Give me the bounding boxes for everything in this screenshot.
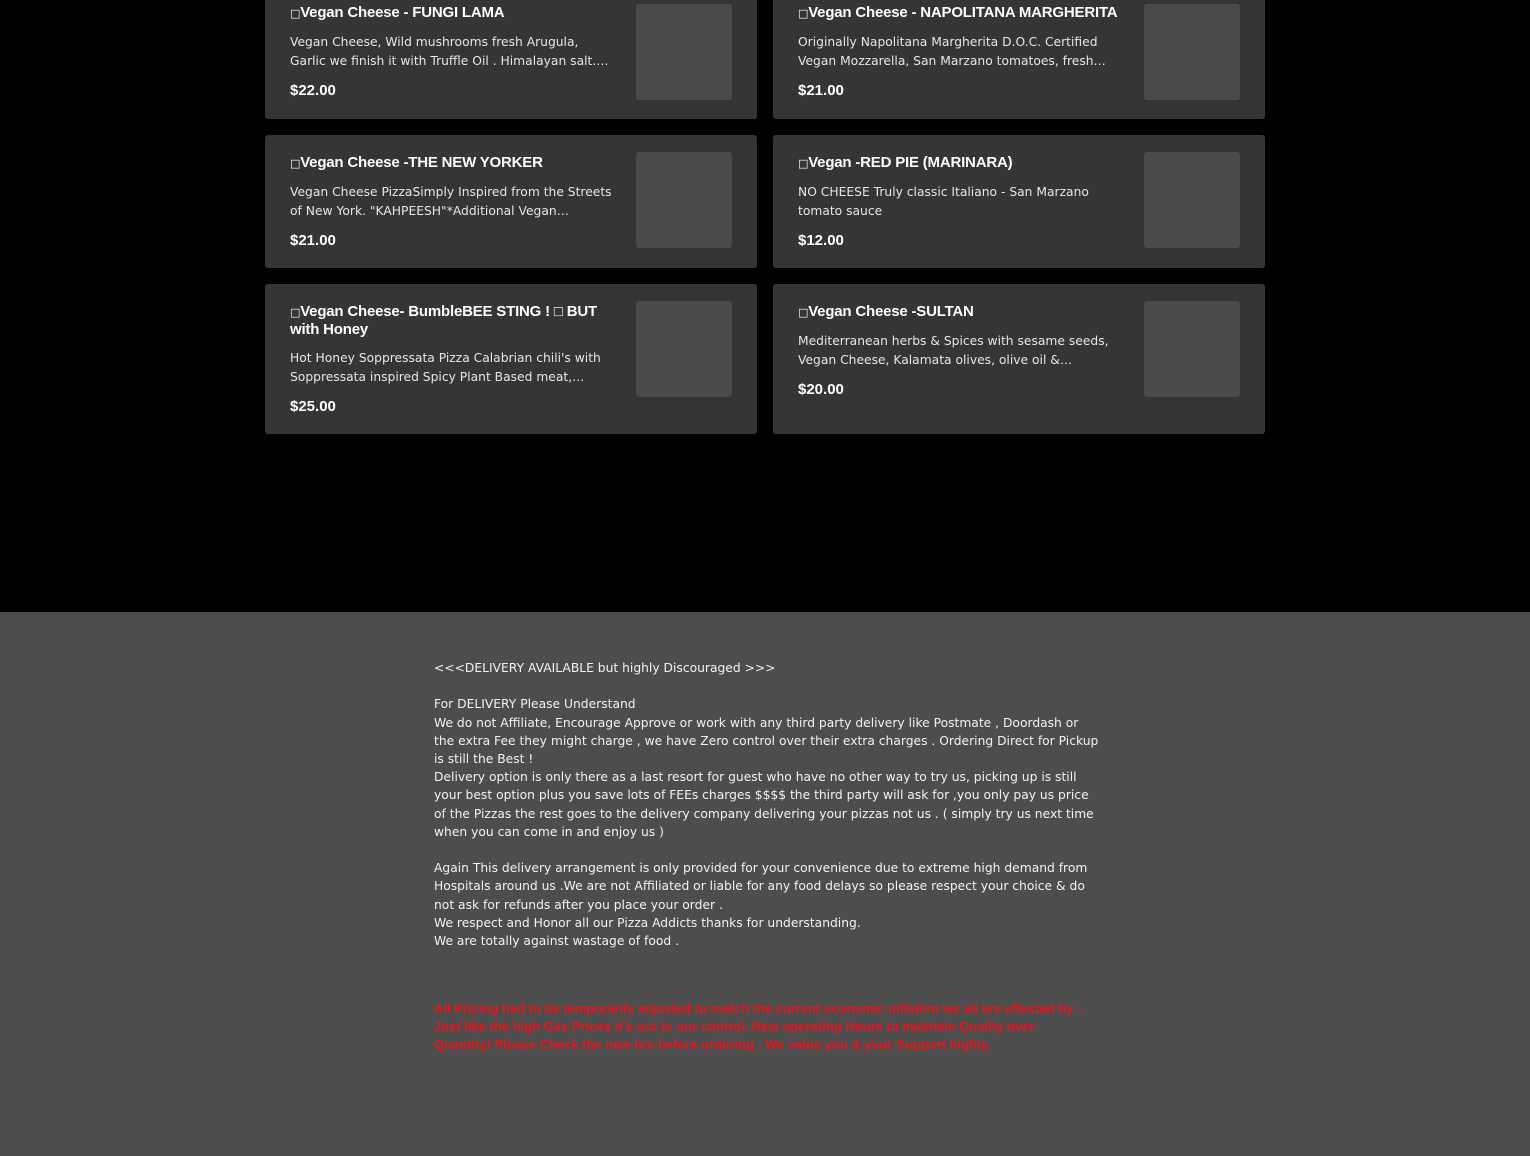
menu-item-price: $20.00 [798,381,844,398]
menu-item-image [1144,152,1240,248]
menu-grid [265,0,1265,434]
delivery-paragraph: Again This delivery arrangement is only provided for your convenience due to extreme high demand from Hospitals around us .We are not Affiliated or liable for any food delays so please respect your choice & do not ask for refunds after you place your order . [434,861,1088,912]
menu-item-title: □Vegan Cheese- BumbleBEE STING ! □ BUT with Honey [290,303,597,338]
menu-item-title: □Vegan -RED PIE (MARINARA) [798,154,1013,171]
menu-item-card[interactable] [265,284,757,434]
delivery-info-section [0,612,1530,1156]
menu-item-title: □Vegan Cheese -SULTAN [798,303,974,320]
menu-item-description: Mediterranean herbs & Spices with sesame seeds, Vegan Cheese, Kalamata olives, olive oil &… [798,334,1109,367]
delivery-info-text [434,659,1099,950]
delivery-paragraph: We are totally against wastage of food . [434,934,680,949]
menu-item-image [636,152,732,248]
menu-item-title: □Vegan Cheese - FUNGI LAMA [290,4,505,21]
menu-item-description: NO CHEESE Truly classic Italiano - San Marzano tomato sauce [798,185,1089,218]
menu-item-title: □Vegan Cheese -THE NEW YORKER [290,154,543,171]
menu-item-title: □Vegan Cheese - NAPOLITANA MARGHERITA [798,4,1118,21]
delivery-paragraph: For DELIVERY Please Understand [434,697,636,712]
menu-item-price: $21.00 [290,232,336,249]
missing-glyph-icon: □ [798,157,809,170]
menu-item-image [636,301,732,397]
menu-item-description: Originally Napolitana Margherita D.O.C. Certified Vegan Mozzarella, San Marzano tomatoes, fresh… [798,35,1106,68]
delivery-heading: <<<DELIVERY AVAILABLE but highly Discouraged >>> [434,661,776,675]
menu-item-description: Hot Honey Soppressata Pizza Calabrian chili's with Soppressata inspired Spicy Plant Based meat,… [290,351,601,384]
menu-item-card[interactable] [773,0,1265,119]
missing-glyph-icon: □ [798,7,809,20]
menu-item-price: $12.00 [798,232,844,249]
menu-item-image [636,4,732,100]
missing-glyph-icon: □ [798,306,809,319]
menu-item-description: Vegan Cheese PizzaSimply Inspired from the Streets of New York. "KAHPEESH"*Additional Vegan… [290,185,612,218]
menu-item-image [1144,301,1240,397]
missing-glyph-icon: □ [290,7,301,20]
menu-item-description: Vegan Cheese, Wild mushrooms fresh Arugula, Garlic we finish it with Truffle Oil . Himalayan salt.… [290,35,609,68]
menu-item-card[interactable] [773,284,1265,434]
delivery-paragraph: We do not Affiliate, Encourage Approve or work with any third party delivery like Postmate , Doordash or the extra Fee they might charge , we have Zero control over their extra charges . Ordering Direct for Pickup is still the Best ! [434,715,1099,766]
menu-item-price: $25.00 [290,398,336,415]
missing-glyph-icon: □ [290,157,301,170]
menu-item-price: $22.00 [290,82,336,99]
menu-item-price: $21.00 [798,82,844,99]
menu-item-card[interactable] [265,0,757,119]
delivery-paragraph: Delivery option is only there as a last resort for guest who have no other way to try us, picking up is still your best option plus you save lots of FEEs charges $$$$ the third party will ask for ,you only pay us price of the Pizzas the rest goes to the delivery company delivering your pizzas not us . ( simply try us next time when you can come in and enjoy us ) [434,770,1094,839]
menu-item-card[interactable] [773,135,1265,268]
pricing-notice: All Pricing had to be temporarily adjusted to match the current economic inflation we all are effected by - Just like the high Gas Prices it's out to our control. New operating Hours to maintain Quality over Quantity! Please Check the new hrs before ordering . We value you & your Support highly. [434,1001,1082,1052]
delivery-paragraph: We respect and Honor all our Pizza Addicts thanks for understanding. [434,915,861,930]
missing-glyph-icon: □ [290,306,301,319]
menu-item-card[interactable] [265,135,757,268]
menu-item-image [1144,4,1240,100]
